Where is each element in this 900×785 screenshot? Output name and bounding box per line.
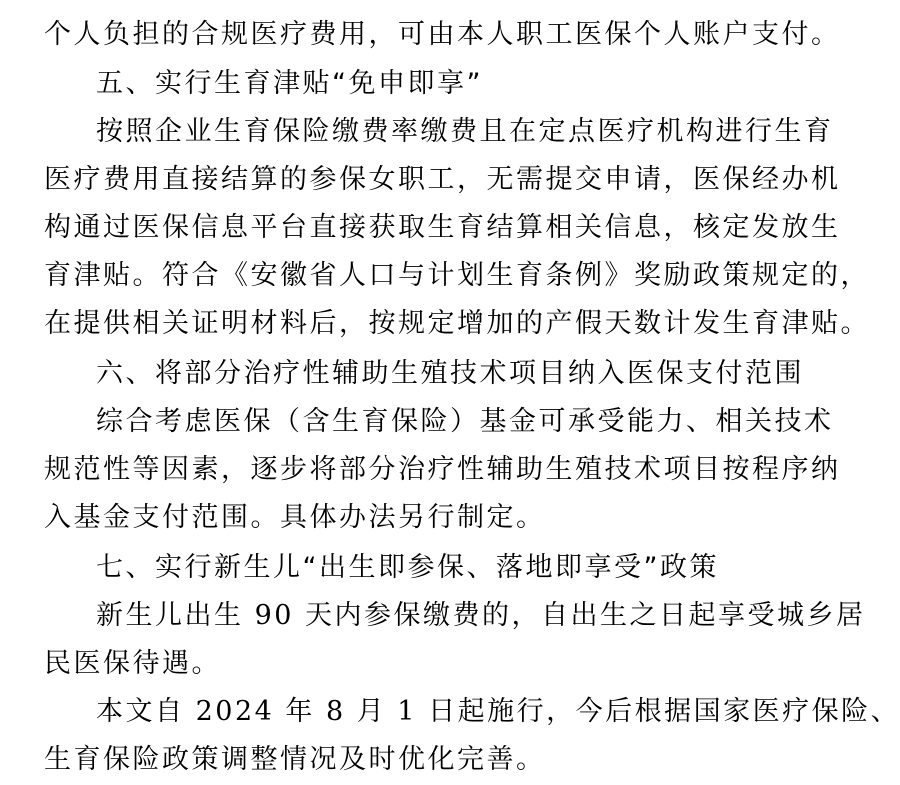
section-heading-5: 五、实行生育津贴“免申即享” [96,68,483,99]
paragraph-line: 生育保险政策调整情况及时优化完善。 [44,744,546,775]
paragraph-line: 医疗费用直接结算的参保女职工，无需提交申请，医保经办机 [44,164,841,195]
paragraph-line: 规范性等因素，逐步将部分治疗性辅助生殖技术项目按程序纳 [44,454,841,485]
paragraph-line: 新生儿出生 90 天内参保缴费的，自出生之日起享受城乡居 [96,600,866,631]
section-heading-7: 七、实行新生儿“出生即参保、落地即享受”政策 [96,552,719,583]
paragraph-line: 个人负担的合规医疗费用，可由本人职工医保个人账户支付。 [44,19,841,50]
paragraph-line: 综合考虑医保（含生育保险）基金可承受能力、相关技术 [96,406,834,437]
section-heading-6: 六、将部分治疗性辅助生殖技术项目纳入医保支付范围 [96,358,804,389]
paragraph-line: 在提供相关证明材料后，按规定增加的产假天数计发生育津贴。 [44,308,870,339]
paragraph-line: 民医保待遇。 [44,648,221,679]
paragraph-line: 本文自 2024 年 8 月 1 日起施行，今后根据国家医疗保险、 [96,696,900,727]
paragraph-line: 构通过医保信息平台直接获取生育结算相关信息，核定发放生 [44,212,841,243]
paragraph-line: 按照企业生育保险缴费率缴费且在定点医疗机构进行生育 [96,116,834,147]
paragraph-line: 育津贴。符合《安徽省人口与计划生育条例》奖励政策规定的， [44,260,870,291]
paragraph-line: 入基金支付范围。具体办法另行制定。 [44,502,546,533]
